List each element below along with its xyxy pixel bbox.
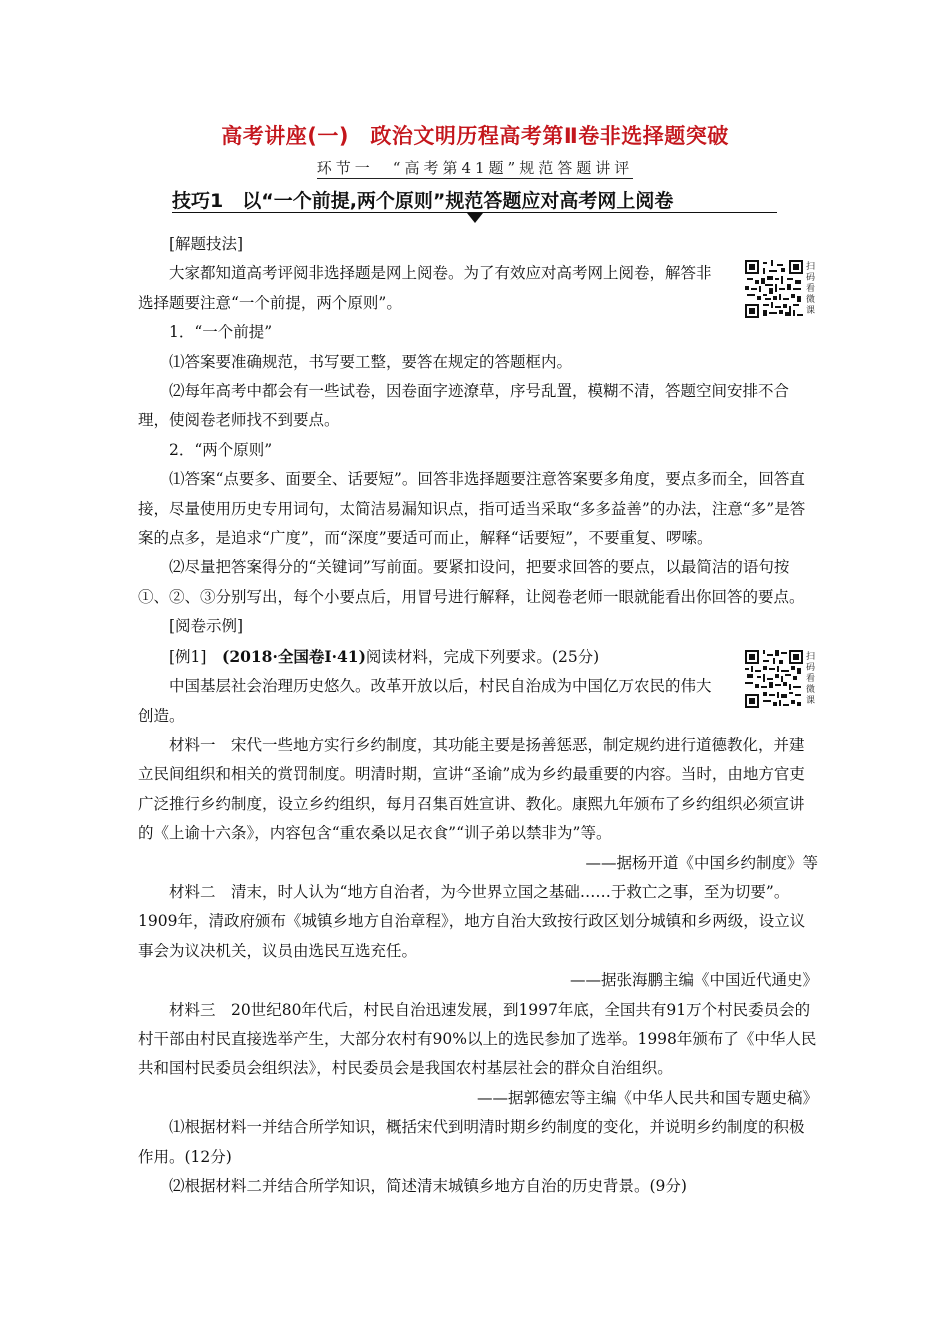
example-label: [例1] bbox=[169, 647, 207, 666]
example-source: (2018·全国卷Ⅰ·41) bbox=[221, 646, 366, 666]
material-3: 材料三 20世纪80年代后，村民自治迅速发展，到1997年底，全国共有91万个村民委员会的村干部由村民直接选举产生，大部分农村有90%以上的选民参加了选举。1998年颁布了《中华人民共和国村民委员会组织法》，村民委员会是我国农村基层社会的群众自治组织。 bbox=[138, 1000, 817, 1078]
page-title: 高考讲座(一) 政治文明历程高考第Ⅱ卷非选择题突破 bbox=[221, 124, 729, 148]
example-task: 阅读材料，完成下列要求。(25分) bbox=[365, 647, 600, 666]
example-heading: [阅卷示例] bbox=[169, 617, 244, 636]
principle-item-1: ⑴答案“点要多、面要全、话要短”。回答非选择题要注意答案要多角度，要点多而全，回答直接，尽量使用历史专用词句，太简洁易漏知识点，指可适当采取“多多益善”的办法，注意“多”是答案的点多，是追求“广度”，而“深度”要适可而止，解释“话要短”，不要重复、啰嗦。 bbox=[138, 470, 806, 548]
material-3-source: ——据郭德宏等主编《中华人民共和国专题史稿》 bbox=[476, 1088, 818, 1107]
qr-code-label: 扫码看微课 bbox=[806, 262, 816, 316]
premise-heading: 1．“一个前提” bbox=[169, 323, 273, 342]
qr-code-label: 扫码看微课 bbox=[806, 652, 816, 706]
example-line bbox=[138, 642, 723, 672]
principle-item-2: ⑵尽量把答案得分的“关键词”写前面。要紧扣设问，把要求回答的要点，以最简洁的语句按①、②、③分别写出，每个小要点后，用冒号进行解释，让阅卷老师一眼就能看出你回答的要点。 bbox=[138, 558, 805, 606]
material-2: 材料二 清末，时人认为“地方自治者，为今世界立国之基础……于救亡之事，至为切要”。1909年，清政府颁布《城镇乡地方自治章程》，地方自治大致按行政区划分城镇和乡两级，设立议事会为议决机关，议员由选民互选充任。 bbox=[138, 882, 806, 960]
intro-paragraph: 大家都知道高考评阅非选择题是网上阅卷。为了有效应对高考网上阅卷，解答非选择题要注意“一个前提，两个原则”。 bbox=[138, 264, 712, 312]
premise-item-2: ⑵每年高考中都会有一些试卷，因卷面字迹潦草，序号乱置，模糊不清，答题空间安排不合理，使阅卷老师找不到要点。 bbox=[138, 382, 790, 430]
premise-item-1: ⑴答案要准确规范，书写要工整，要答在规定的答题框内。 bbox=[169, 352, 573, 371]
document-body bbox=[138, 230, 818, 1201]
material-1: 材料一 宋代一些地方实行乡约制度，其功能主要是扬善惩恶，制定规约进行道德教化，并建立民间组织和相关的赏罚制度。明清时期，宣讲“圣谕”成为乡约最重要的内容。当时，由地方官吏广泛推行乡约制度，设立乡约组织，每月召集百姓宣讲、教化。康熙九年颁布了乡约组织必须宣讲的《上谕十六条》，内容包含“重农桑以足衣食”“训子弟以禁非为”等。 bbox=[138, 735, 805, 843]
material-2-source: ——据张海鹏主编《中国近代通史》 bbox=[569, 971, 818, 990]
section-subtitle-text: 环节一 “高考第41题”规范答题讲评 bbox=[316, 159, 634, 177]
skill-heading: 技巧1 以“一个前提,两个原则”规范答题应对高考网上阅卷 bbox=[172, 190, 674, 212]
material-1-source: ——据杨开道《中国乡约制度》等 bbox=[585, 853, 818, 872]
example-intro: 中国基层社会治理历史悠久。改革开放以后，村民自治成为中国亿万农民的伟大创造。 bbox=[138, 677, 712, 725]
principle-heading: 2．“两个原则” bbox=[169, 440, 273, 459]
skill-heading-arrow-icon bbox=[467, 213, 483, 223]
question-2: ⑵根据材料二并结合所学知识，简述清末城镇乡地方自治的历史背景。(9分) bbox=[169, 1177, 687, 1195]
question-1: ⑴根据材料一并结合所学知识，概括宋代到明清时期乡约制度的变化，并说明乡约制度的积极作用。(12分) bbox=[138, 1118, 805, 1166]
section-subtitle bbox=[0, 157, 950, 178]
method-heading: [解题技法] bbox=[169, 235, 244, 253]
